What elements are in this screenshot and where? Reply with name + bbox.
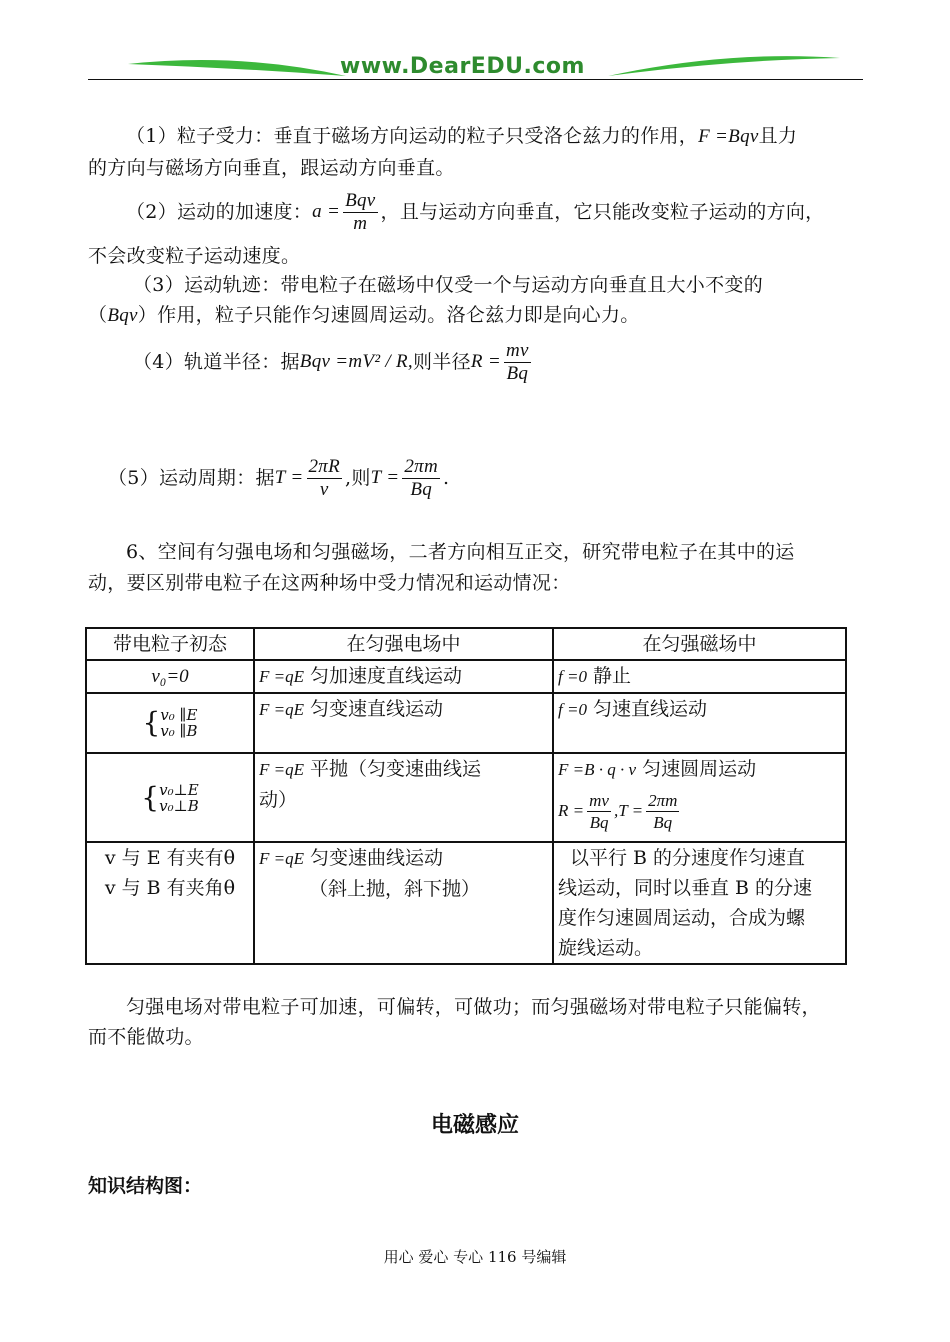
frac-num: mv [589,790,609,810]
p3-text: ）作用，粒子只能作匀速圆周运动。洛仑兹力即是向心力。 [137,304,640,326]
p2-lhs: a = [312,201,341,222]
paragraph-6: 6、空间有匀强电场和匀强磁场，二者方向相互正交，研究带电粒子在其中的运 [126,541,795,563]
p5-text: （5）运动周期：据 [108,467,275,489]
cell-magnetic [553,753,846,842]
header-banner [88,52,863,82]
header-electric-field: 在匀强电场中 [254,628,553,660]
cell-line [558,754,841,785]
p5-fraction-2 [402,456,440,501]
cell-electric [254,753,553,842]
cell-initial [86,693,254,753]
cell-text: 动） [259,789,298,811]
table-row [86,842,846,964]
cell-formula: f =0 [558,667,587,686]
cell-initial [86,842,254,964]
cell-text: 以平行 B 的分速度作匀速直 [570,847,806,869]
p5-lhs2: T = [370,467,400,488]
table-row [86,693,846,753]
cell-text: 匀速直线运动 [593,698,708,720]
brace-icon: { [142,706,161,739]
cell-text: v 与 E 有夹有θ [104,847,236,869]
cell-formula: F =B · q · v [558,760,637,779]
cell-text: 静止 [593,665,632,687]
cell-initial [86,660,254,693]
cell-formula: F =qE [259,760,304,779]
comparison-table [85,627,847,965]
cell-text: v₀⊥B [159,796,199,815]
p5-mid: ,则 [345,467,371,489]
cell-formula: f =0 [558,700,587,719]
cell-text: 匀加速度直线运动 [310,665,463,687]
p4-fraction [504,340,531,385]
p1-formula: F =Bqv [698,126,759,147]
p5-fraction-1 [307,456,343,501]
table-row [86,753,846,842]
p4-text-b: 则半径 [412,351,471,373]
cell-text: 平抛（匀变速曲线运 [310,758,482,780]
p2-text: （2）运动的加速度： [126,201,313,223]
cell-text: 线运动，同时以垂直 B 的分速 [558,877,813,899]
p2-num: Bqv [345,189,376,211]
paragraph-1-line2: 的方向与磁场方向垂直，跟运动方向垂直。 [88,157,455,179]
frac-num: 2πm [648,790,678,810]
header-initial-state: 带电粒子初态 [86,628,254,660]
cell-formula-line [558,785,841,837]
p4-den: Bq [506,362,529,384]
condition-group [160,707,197,739]
cell-electric [254,693,553,753]
formula-lhs: R = [558,801,585,820]
paragraph-3: （3）运动轨迹：带电粒子在磁场中仅受一个与运动方向垂直且大小不变的 [133,274,763,296]
site-logo: www.DearEDU.com [340,54,585,79]
cell-text: v₀=0 [151,666,189,687]
table-row [86,660,846,693]
subheading: 知识结构图： [88,1175,203,1197]
cell-formula: F =qE [259,667,304,686]
cell-magnetic [553,842,846,964]
cell-text: 旋线运动。 [558,937,654,959]
cell-text: （斜上抛，斜下抛） [309,878,481,900]
cell-text: 匀速圆周运动 [642,758,757,780]
cell-text: 匀变速直线运动 [310,698,444,720]
cell-text: v₀ ∥B [160,722,198,740]
header-rule [88,79,863,80]
p1-text: （1）粒子受力：垂直于磁场方向运动的粒子只受洛仑兹力的作用， [126,125,699,147]
cell-text: v₀⊥E [159,780,199,799]
p4-lhs: R = [470,351,501,372]
paragraph-7-line2: 而不能做功。 [88,1026,204,1048]
paragraph-6-line2: 动，要区别带电粒子在这两种场中受力情况和运动情况： [88,572,571,594]
p1-text-b: 且力 [758,125,798,147]
brace-icon: { [141,780,160,814]
paragraph-2-line2: 不会改变粒子运动速度。 [88,245,301,267]
p5-end: . [443,467,450,489]
p4-text: （4）轨道半径：据 [133,351,300,373]
p2-text-b: ，且与运动方向垂直，它只能改变粒子运动的方向， [380,201,825,223]
cell-electric [254,660,553,693]
paragraph-2 [126,186,824,238]
cell-magnetic [553,660,846,693]
header-magnetic-field: 在匀强磁场中 [553,628,846,660]
section-title: 电磁感应 [430,1113,519,1138]
p5-den1: v [319,478,329,500]
cell-formula: F =qE [259,700,304,719]
condition-group [159,782,199,814]
p2-den: m [353,212,368,234]
cell-formula: F =qE [259,849,304,868]
p3-paren: （ [88,304,108,326]
period-fraction [646,790,679,833]
p5-lhs1: T = [274,467,304,488]
paragraph-4 [133,336,534,388]
cell-text: 度作匀速圆周运动，合成为螺 [558,907,806,929]
formula-lhs: ,T = [613,801,644,820]
p5-den2: Bq [410,478,433,500]
paragraph-7: 匀强电场对带电粒子可加速，可偏转，可做功；而匀强磁场对带电粒子只能偏转， [126,996,821,1018]
table-header-row [86,628,846,660]
p3-formula: Bqv [107,305,138,326]
p2-fraction [343,190,377,235]
cell-initial [86,753,254,842]
cell-text: v₀ ∥E [160,706,198,724]
cell-text: v 与 B 有夹角θ [104,877,236,899]
paragraph-3-line2 [88,300,640,331]
p5-num1: 2πR [308,455,341,477]
p4-formula: Bqv =mV² / R, [299,351,413,372]
frac-den: Bq [653,812,673,832]
radius-fraction [587,790,611,833]
footer-text: 用心 爱心 专心 116 号编辑 [383,1248,567,1266]
p4-num: mv [505,339,529,361]
paragraph-1 [126,121,797,152]
leaf-right-icon [608,54,848,80]
cell-magnetic [553,693,846,753]
cell-electric [254,842,553,964]
p5-num2: 2πm [404,455,439,477]
frac-den: Bq [589,812,609,832]
cell-text: 匀变速曲线运动 [310,847,444,869]
paragraph-5 [108,452,449,504]
